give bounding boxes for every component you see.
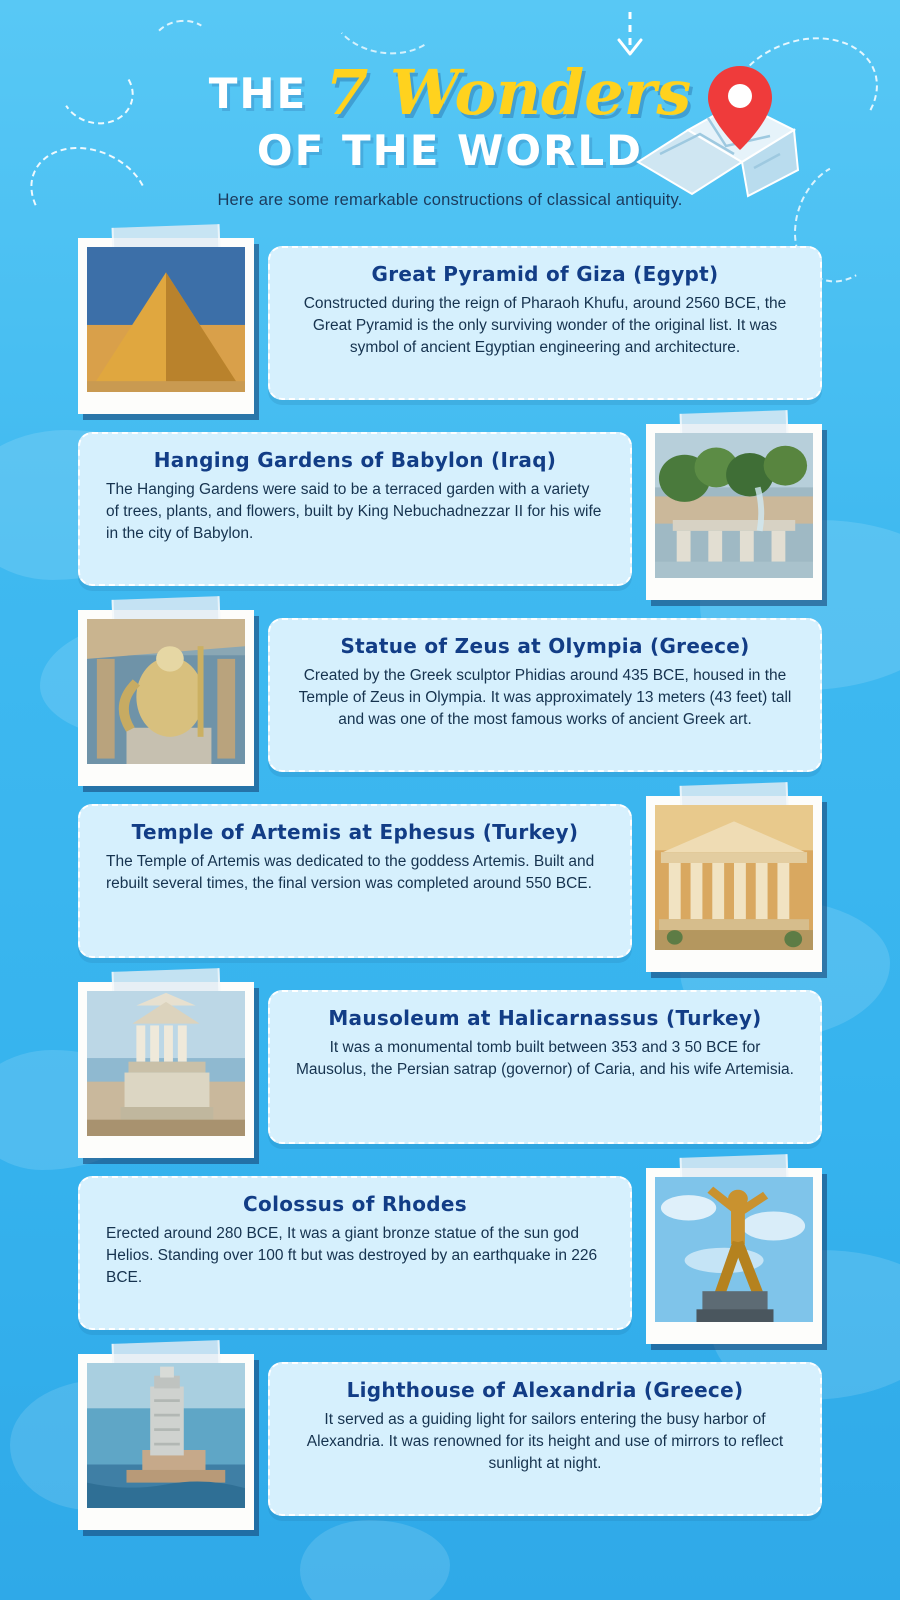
wonder-photo	[646, 424, 822, 600]
wonder-title: Hanging Gardens of Babylon (Iraq)	[153, 448, 557, 472]
wonder-panel	[78, 1176, 632, 1330]
wonder-photo	[646, 1168, 822, 1344]
wonder-title: Mausoleum at Halicarnassus (Turkey)	[328, 1006, 762, 1030]
wonder-body: Created by the Greek sculptor Phidias around 435 BCE, housed in the Temple of Zeus in Olympia. It was approximately 13 meters (43 feet) tall and was one of the most famous works of ancient Greek art.	[298, 667, 792, 728]
wonder-body: It served as a guiding light for sailors entering the busy harbor of Alexandria. It was renowned for its height and use of mirrors to reflect sunlight at night.	[306, 1411, 784, 1472]
mausoleum-photo	[87, 991, 245, 1136]
wonder-title: Temple of Artemis at Ephesus (Turkey)	[131, 820, 579, 844]
title-the: THE	[208, 68, 308, 118]
wonder-body: Erected around 280 BCE, It was a giant bronze statue of the sun god Helios. Standing over 100 ft but was destroyed by an earthquake in 226 BCE.	[106, 1225, 598, 1286]
wonder-panel	[78, 432, 632, 586]
wonder-panel	[268, 1362, 822, 1516]
wonder-body: It was a monumental tomb built between 353 and 3 50 BCE for Mausolus, the Persian satrap (governor) of Caria, and his wife Artemisia.	[296, 1039, 794, 1078]
wonder-panel	[268, 246, 822, 400]
list-item	[0, 424, 900, 602]
title-of-the-world: OF THE WORLD	[256, 126, 644, 175]
map-pin-icon	[630, 58, 805, 198]
lighthouse-of-alexandria-photo	[87, 1363, 245, 1508]
colossus-of-rhodes-photo	[655, 1177, 813, 1322]
wonder-title: Lighthouse of Alexandria (Greece)	[346, 1378, 744, 1402]
wonder-body: Constructed during the reign of Pharaoh Khufu, around 2560 BCE, the Great Pyramid is the only surviving wonder of the original list. It was symbol of ancient Egyptian engineering and architecture.	[303, 295, 787, 356]
wonder-photo	[78, 1354, 254, 1530]
list-item	[0, 982, 900, 1160]
statue-of-zeus-photo	[87, 619, 245, 764]
list-item	[0, 1354, 900, 1532]
wonder-body: The Temple of Artemis was dedicated to the goddess Artemis. Built and rebuilt several times, the final version was completed around 550 BCE.	[106, 853, 595, 892]
list-item	[0, 610, 900, 788]
wonder-photo	[78, 610, 254, 786]
wonder-panel	[268, 618, 822, 772]
list-item	[0, 1168, 900, 1346]
wonder-panel	[78, 804, 632, 958]
wonder-title: Colossus of Rhodes	[243, 1192, 467, 1216]
list-item	[0, 238, 900, 416]
page-header	[0, 0, 900, 210]
wonder-photo	[78, 982, 254, 1158]
wonder-photo	[78, 238, 254, 414]
temple-of-artemis-photo	[655, 805, 813, 950]
great-pyramid-photo	[87, 247, 245, 392]
page-tagline: Here are some remarkable constructions of classical antiquity.	[217, 191, 683, 209]
wonder-panel	[268, 990, 822, 1144]
wonder-photo	[646, 796, 822, 972]
wonder-title: Statue of Zeus at Olympia (Greece)	[340, 634, 750, 658]
title-wonders: 7 Wonders	[325, 56, 692, 129]
list-item	[0, 796, 900, 974]
wonder-title: Great Pyramid of Giza (Egypt)	[371, 262, 719, 286]
wonder-body: The Hanging Gardens were said to be a terraced garden with a variety of trees, plants, and flowers, built by King Nebuchadnezzar II for his wife in the city of Babylon.	[106, 481, 602, 542]
hanging-gardens-photo	[655, 433, 813, 578]
wonders-list	[0, 238, 900, 1532]
